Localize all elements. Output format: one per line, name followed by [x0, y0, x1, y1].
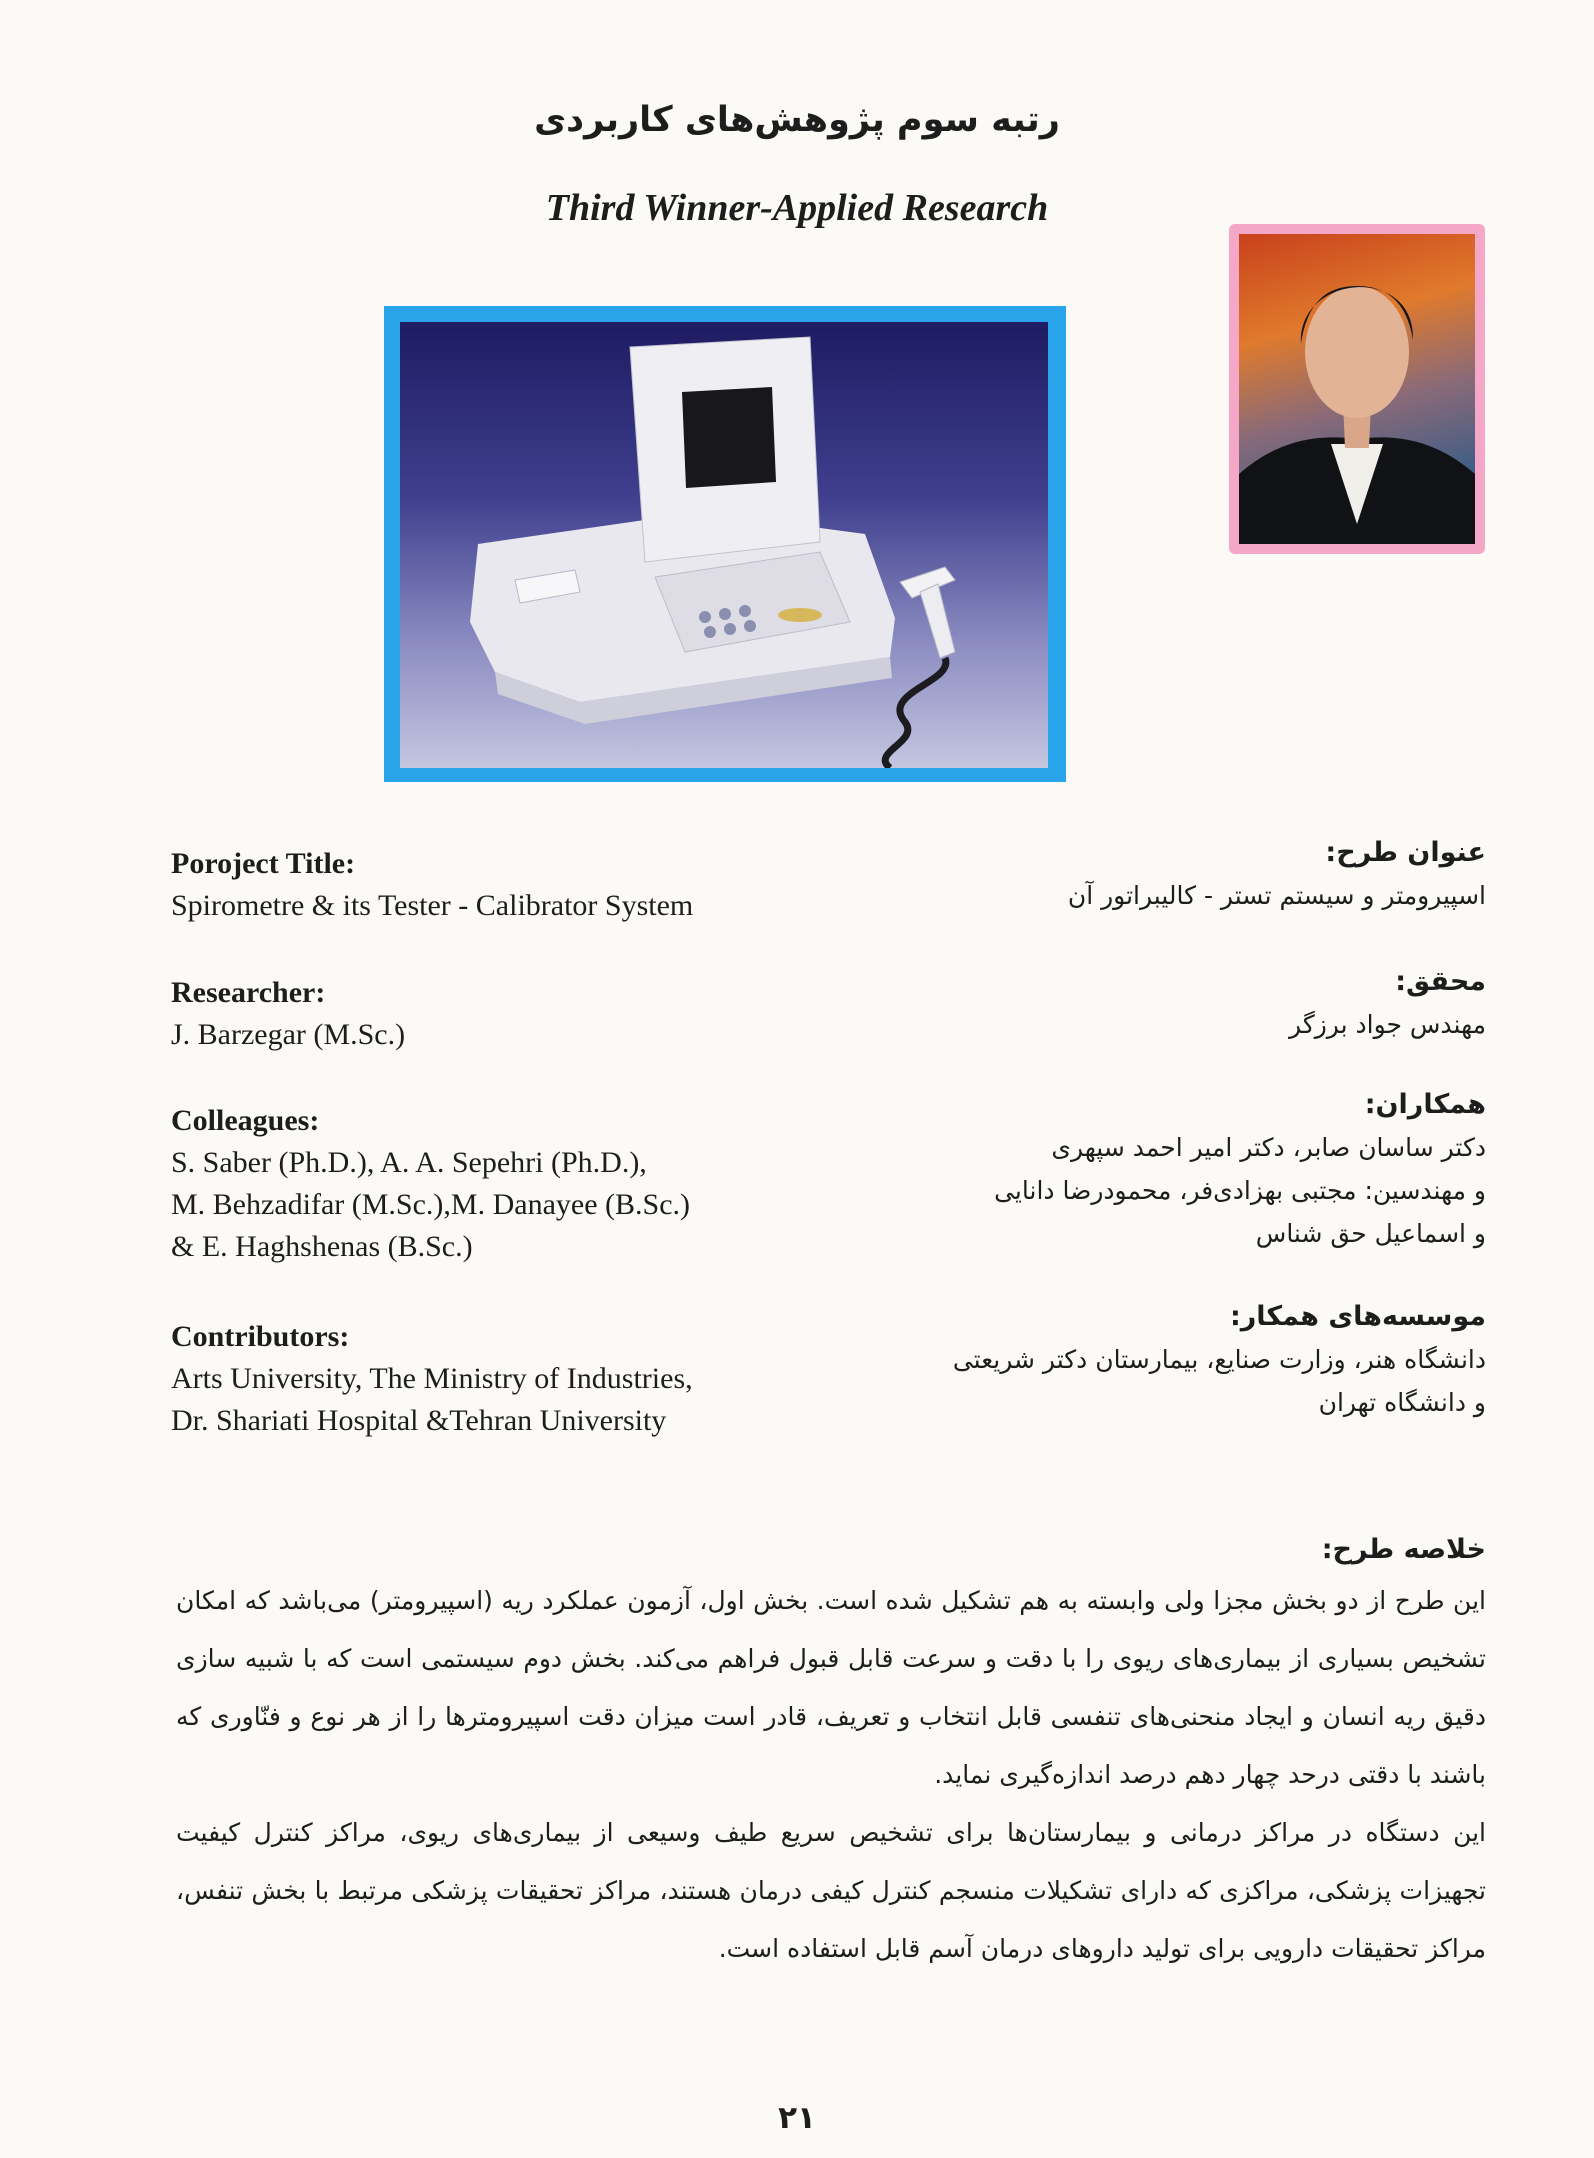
spirometer-image	[400, 322, 1048, 768]
product-photo	[384, 306, 1066, 782]
persian-project-block	[806, 831, 1486, 917]
persian-researcher-value: مهندس جواد برزگر	[1289, 1010, 1486, 1039]
persian-researcher-block	[806, 960, 1486, 1046]
persian-project-title-label: عنوان طرح:	[1325, 837, 1486, 868]
english-colleagues-label: Colleagues:	[171, 1104, 320, 1137]
english-colleagues-line: S. Saber (Ph.D.), A. A. Sepehri (Ph.D.),	[171, 1146, 647, 1179]
summary-paragraph-1: این طرح از دو بخش مجزا ولی وابسته به هم تشکیل شده است. بخش اول، آزمون عملکرد ریه (اسپیرومتر) می‌باشد که امکان تشخیص بسیاری از بیماری‌های ریوی را با دقت و سرعت قابل قبول فراهم می‌کند. بخش دوم سیستمی است که با شبیه سازی دقیق ریه انسان و ایجاد منحنی‌های تنفسی قابل انتخاب و تعریف، قادر است میزان دقت اسپیرومترها را از هر نوع و فنّاوری که باشند با دقتی درحد چهار دهم درصد اندازه‌گیری نماید.	[176, 1586, 1486, 1789]
summary-paragraph-2: این دستگاه در مراکز درمانی و بیمارستان‌ها برای تشخیص سریع طیف وسیعی از بیماری‌های ریوی، مراکز کنترل کیفیت تجهیزات پزشکی، مراکزی که دارای تشکیلات منسجم کنترل کیفی درمان هستند، مراکز تحقیقات پزشکی مرتبط با بخش تنفس، مراکز تحقیقات دارویی برای تولید داروهای درمان آسم قابل استفاده است.	[176, 1818, 1486, 1963]
persian-institutions-line: دانشگاه هنر، وزارت صنایع، بیمارستان دکتر شریعتی	[952, 1345, 1486, 1374]
english-contributors-line: Dr. Shariati Hospital &Tehran University	[171, 1404, 667, 1437]
english-contributors-block	[171, 1316, 811, 1442]
summary-section	[176, 1528, 1486, 1978]
english-colleagues-block	[171, 1100, 811, 1268]
english-researcher-label: Researcher:	[171, 976, 326, 1009]
persian-researcher-label: محقق:	[1395, 966, 1486, 997]
persian-colleagues-block	[806, 1083, 1486, 1255]
english-project-title-value: Spirometre & its Tester - Calibrator System	[171, 889, 694, 922]
persian-project-title-value: اسپیرومتر و سیستم تستر - کالیبراتور آن	[1067, 881, 1486, 910]
portrait-image	[1239, 234, 1475, 544]
persian-colleagues-line: و اسماعیل حق شناس	[1255, 1219, 1486, 1248]
english-colleagues-line: M. Behzadifar (M.Sc.),M. Danayee (B.Sc.)	[171, 1188, 691, 1221]
english-researcher-value: J. Barzegar (M.Sc.)	[171, 1018, 406, 1051]
persian-title: رتبه سوم پژوهش‌های کاربردی	[534, 100, 1060, 140]
english-contributors-line: Arts University, The Ministry of Industries,	[171, 1362, 693, 1395]
english-colleagues-line: & E. Haghshenas (B.Sc.)	[171, 1230, 473, 1263]
summary-label: خلاصه طرح:	[1321, 1534, 1486, 1565]
persian-institutions-block	[806, 1295, 1486, 1424]
page-number: ۲۱	[778, 2100, 816, 2136]
persian-institutions-label: موسسه‌های همکار:	[1229, 1301, 1486, 1332]
english-project-block	[171, 843, 811, 927]
persian-colleagues-label: همکاران:	[1364, 1089, 1486, 1120]
persian-institutions-line: و دانشگاه تهران	[1318, 1388, 1486, 1417]
english-title: Third Winner-Applied Research	[545, 187, 1049, 229]
english-project-title-label: Poroject Title:	[171, 847, 356, 880]
persian-colleagues-line: دکتر ساسان صابر، دکتر امیر احمد سپهری	[1051, 1133, 1486, 1162]
persian-colleagues-line: و مهندسین: مجتبی بهزادی‌فر، محمودرضا دانایی	[994, 1176, 1486, 1205]
english-contributors-label: Contributors:	[171, 1320, 350, 1353]
english-researcher-block	[171, 972, 811, 1056]
researcher-portrait	[1229, 224, 1485, 554]
